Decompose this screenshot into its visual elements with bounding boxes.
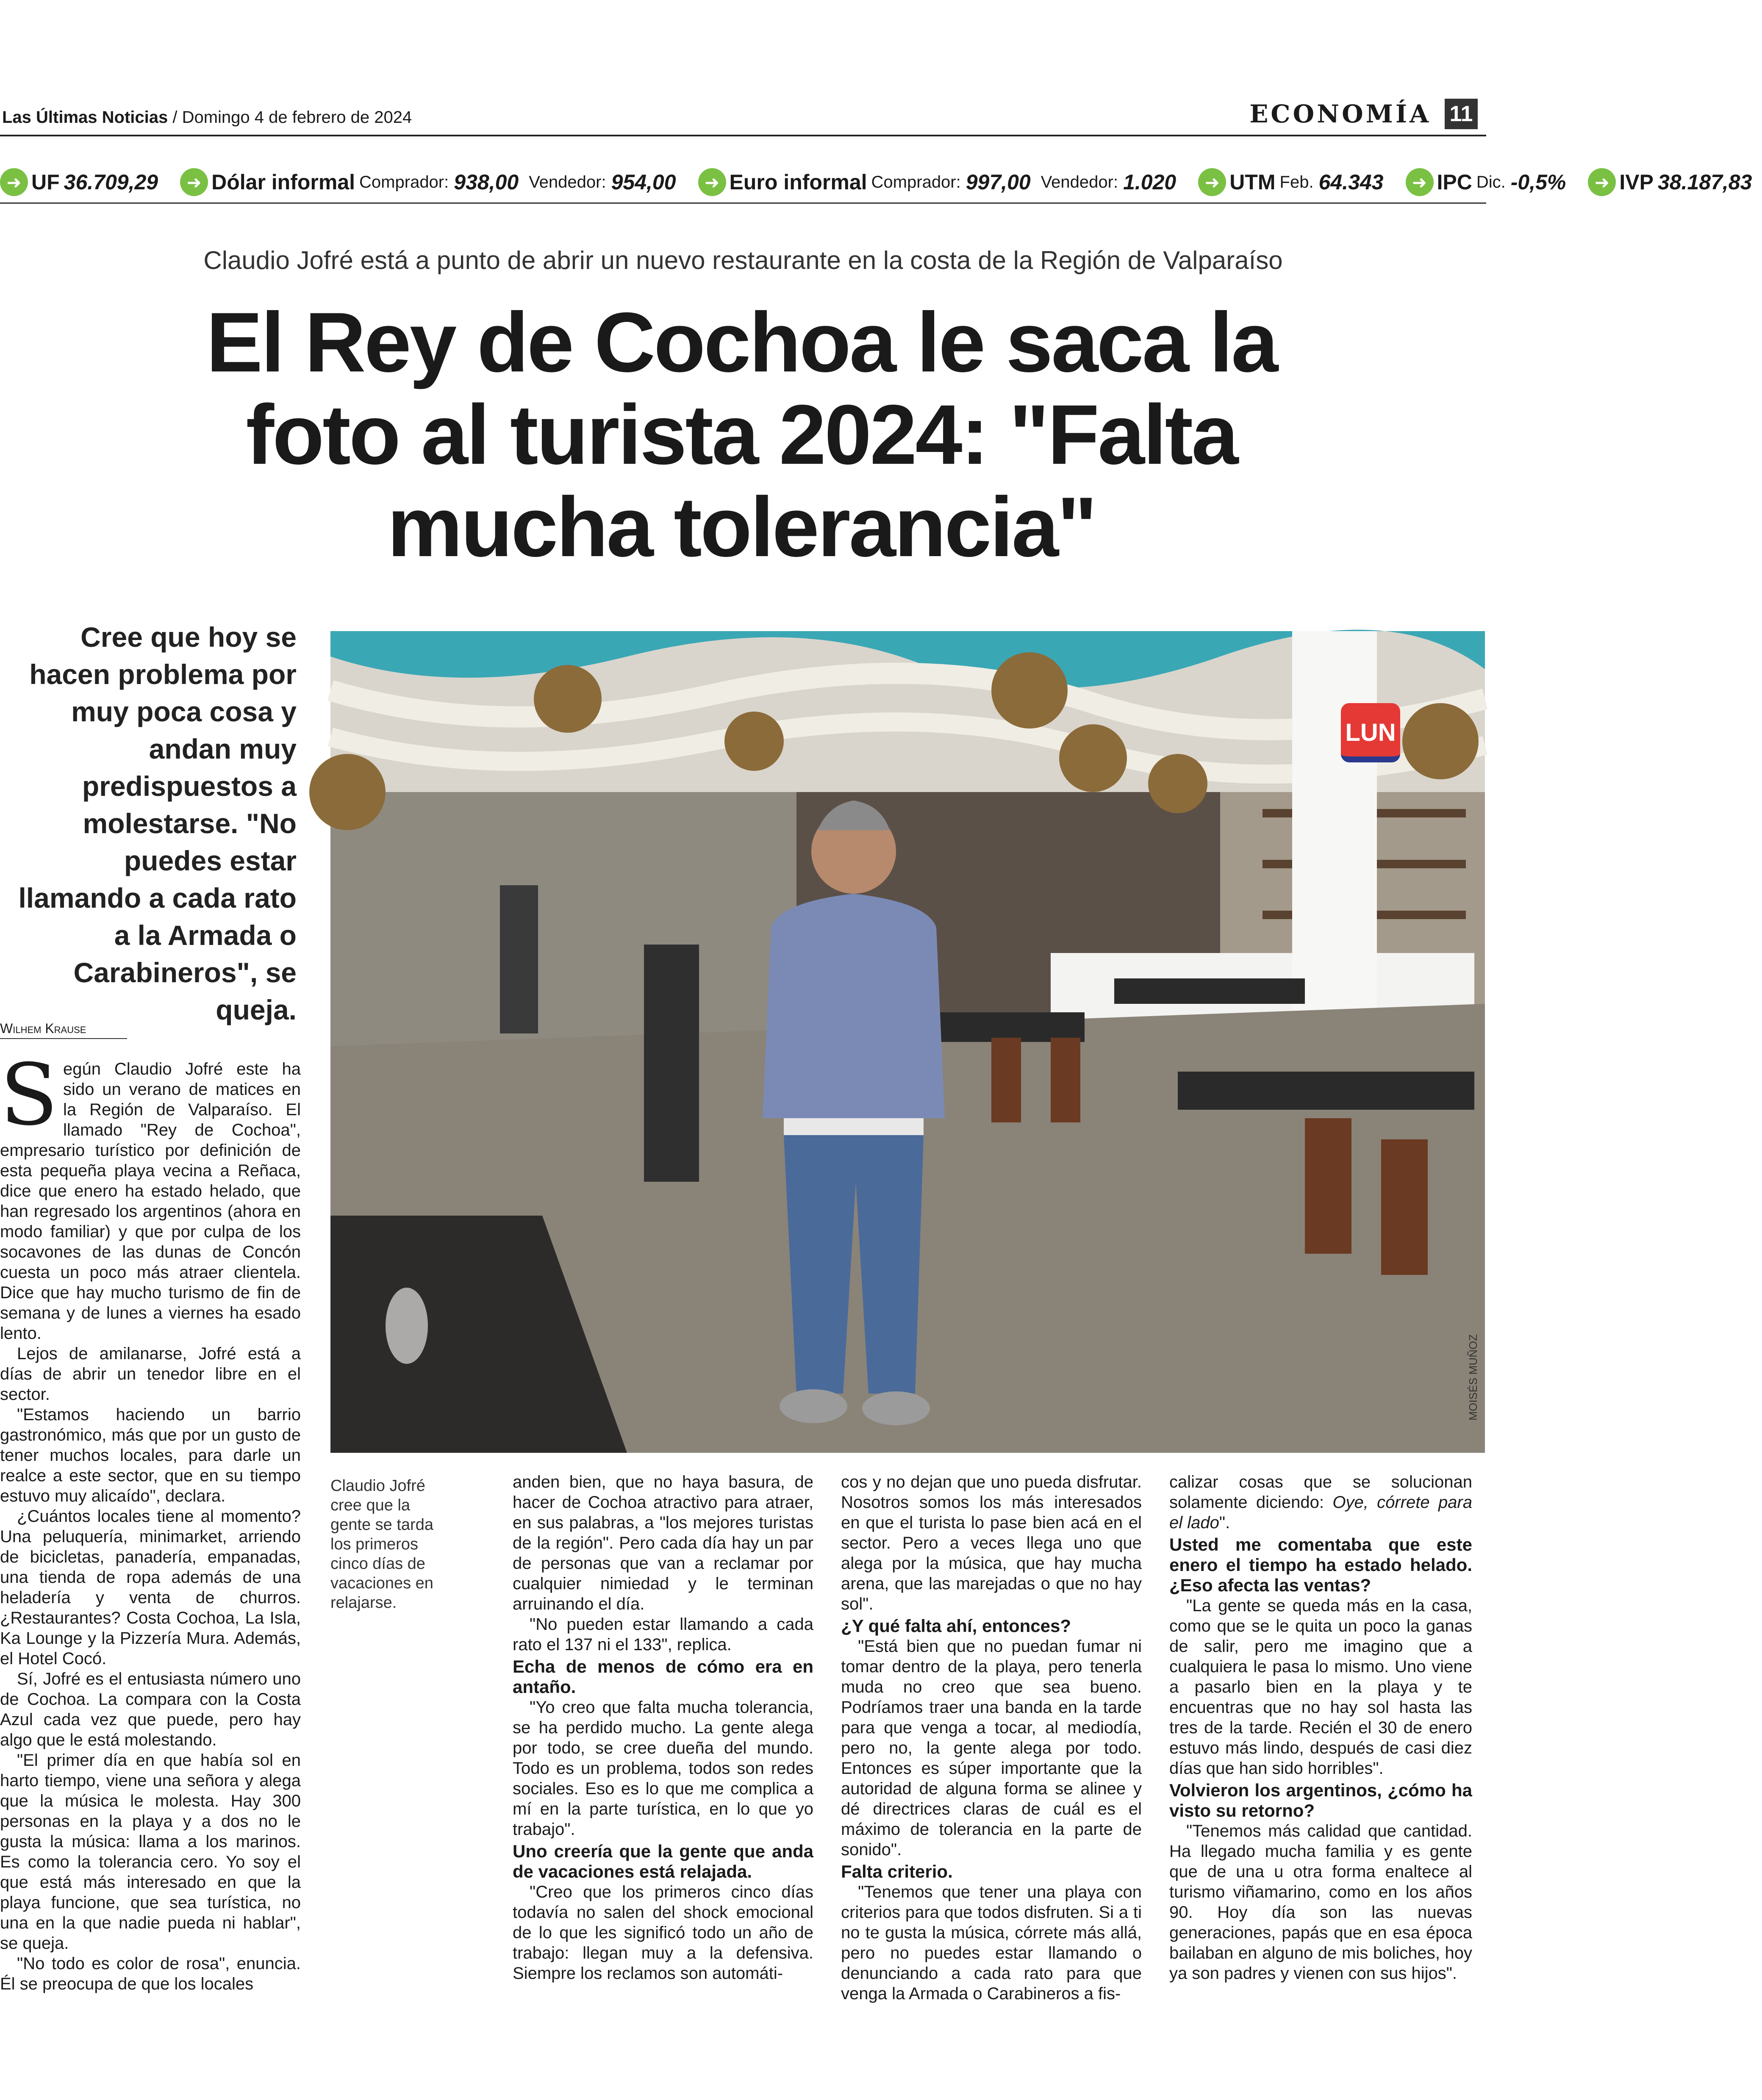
- article-column-2: [513, 1472, 813, 1984]
- paragraph-text: calizar cosas que se solucionan solamente diciendo:: [1169, 1473, 1472, 1512]
- photo-caption: Claudio Jofré cree que la gente se tarda los primeros cinco días de vacaciones en relajarse.: [330, 1477, 433, 1612]
- indicator-name: IVP: [1619, 170, 1654, 194]
- paragraph: "No pueden estar llamando a cada rato el 137 ni el 133", replica.: [513, 1615, 813, 1654]
- arrow-right-icon: ➜: [1406, 168, 1434, 196]
- economic-indicators-bar: [0, 163, 1752, 201]
- indicator-value: 954,00: [611, 170, 676, 194]
- article-photo: [330, 631, 1485, 1453]
- paragraph: "No todo es color de rosa", enuncia. Él se preocupa de que los locales: [0, 1954, 301, 1993]
- paragraph: "Tenemos más calidad que cantidad. Ha llegado mucha familia y es gente que de una u otra forma enaltece al turismo viñamarino, como en los años 90. Hoy día son las nuevas generaciones, papás que en esa época bailaban en alguno de mis boliches, hoy ya son padres y vienen con sus hijos".: [1169, 1822, 1472, 1983]
- indicator-label: Dic.: [1476, 172, 1506, 191]
- paragraph-text: ".: [1219, 1513, 1230, 1532]
- indicator-label: Comprador:: [871, 172, 961, 191]
- photo-credit: MOISÉS MUÑOZ: [1467, 1334, 1479, 1421]
- paragraph: Lejos de amilanarse, Jofré está a días de abrir un tenedor libre en el sector.: [0, 1344, 301, 1404]
- question-heading: Usted me comentaba que este enero el tiempo ha estado helado. ¿Eso afecta las ventas?: [1169, 1535, 1472, 1595]
- article-headline: El Rey de Cochoa le saca la foto al turista 2024: "Falta mucha tolerancia": [206, 295, 1277, 574]
- indicator-ipc: [1406, 168, 1576, 196]
- indicator-value: 997,00: [966, 170, 1031, 194]
- lun-logo: LUN: [1341, 703, 1400, 762]
- indicator-uf: [0, 168, 168, 196]
- article-kicker: Claudio Jofré está a punto de abrir un nuevo restaurante en la costa de la Región de Valparaíso: [203, 246, 1283, 274]
- indicator-name: Euro informal: [729, 170, 867, 194]
- indicator-name: IPC: [1437, 170, 1472, 194]
- indicator-value: 38.187,83: [1657, 170, 1752, 194]
- indicator-label: Vendedor:: [1041, 172, 1118, 191]
- publication-date: / Domingo 4 de febrero de 2024: [168, 108, 412, 127]
- paragraph: Sí, Jofré es el entusiasta número uno de Cochoa. La compara con la Costa Azul cada vez que puede, pero hay algo que le está molestando.: [0, 1670, 301, 1749]
- arrow-right-icon: ➜: [1588, 168, 1616, 196]
- paragraph: anden bien, que no haya basura, de hacer de Cochoa atractivo para atraer, en sus palabras, a "los mejores turistas de la región". Pero cada día hay un par de personas que van a reclamar por cualquier nimiedad y le terminan arruinando el día.: [513, 1473, 813, 1613]
- publication-name: Las Últimas Noticias: [2, 108, 168, 127]
- indicator-label: Vendedor:: [529, 172, 606, 191]
- indicator-name: UF: [31, 170, 60, 194]
- paragraph: "Yo creo que falta mucha tolerancia, se ha perdido mucho. La gente alega por todo, se cree dueña del mundo. Todo es un problema, todos son redes sociales. Eso es lo que me complica a mí en la parte turística, en lo que yo trabajo".: [513, 1698, 813, 1839]
- indicator-utm: [1198, 168, 1393, 196]
- page-number: 11: [1445, 99, 1478, 129]
- question-heading: Echa de menos de cómo era en antaño.: [513, 1657, 813, 1697]
- indicator-euro: [698, 168, 1187, 196]
- indicator-value: -0,5%: [1510, 170, 1566, 194]
- paragraph: "La gente se queda más en la casa, como que se le quita un poco la ganas de salir, pero me imagino que a cualquiera le pasa lo mismo. Uno viene a pasarlo bien en la playa y te encuentras que no hay sol hasta las tres de la tarde. Recién el 30 de enero estuvo más lindo, después de casi diez días que han sido horribles".: [1169, 1596, 1472, 1778]
- header-divider: [0, 135, 1486, 136]
- paragraph-text: egún Claudio Jofré este ha sido un verano de matices en la Región de Valparaíso. El llamado "Rey de Cochoa", empresario turístico por definición de esta pequeña playa vecina a Reñaca, dice que enero ha estado helado, que han regresado los argentinos (ahora en modo familiar) y que por culpa de los socavones de las dunas de Concón cuesta un poco más atraer clientela. Dice que hay mucho turismo de fin de semana y de lunes a viernes ha esado lento.: [0, 1060, 301, 1343]
- ticker-divider: [0, 202, 1486, 204]
- article-deck: Cree que hoy se hacen problema por muy poca cosa y andan muy predispuestos a molestarse. "No puedes estar llamando a cada rato a la Armada o Carabineros", se queja.: [18, 621, 297, 1025]
- article-column-4: [1169, 1472, 1472, 1984]
- paragraph: [1169, 1472, 1472, 1533]
- question-heading: Volvieron los argentinos, ¿cómo ha visto su retorno?: [1169, 1780, 1472, 1820]
- paragraph: ¿Cuántos locales tiene al momento? Una peluquería, minimarket, arriendo de bicicletas, panadería, empanadas, una tienda de ropa además de una heladería y venta de churros. ¿Restaurantes? Costa Cochoa, La Isla, Ka Lounge y la Pizzería Mura. Además, el Hotel Cocó.: [0, 1507, 301, 1668]
- indicator-name: UTM: [1229, 170, 1276, 194]
- indicator-value: 64.343: [1318, 170, 1384, 194]
- paragraph: "Está bien que no puedan fumar ni tomar dentro de la playa, pero tenerla muda no creo que sea bueno. Podríamos traer una banda en la tarde para que venga a tocar, al mediodía, pero no, la gente alega por todo. Entonces es súper importante que la autoridad de alguna forma se alinee y dé directrices claras de cuál es el máximo de tolerancia en la parte de sonido".: [841, 1637, 1142, 1859]
- drop-cap: S: [0, 1046, 58, 1144]
- indicator-label: Feb.: [1279, 172, 1314, 191]
- paragraph: cos y no dejan que uno pueda disfrutar. Nosotros somos los más interesados en que el turista lo pase bien acá en el sector. Pero a veces llega uno que alega por la música, que hay mucha arena, que las marejadas o que no hay sol".: [841, 1473, 1142, 1613]
- paragraph: "Creo que los primeros cinco días todavía no salen del shock emocional de lo que les significó todo un año de trabajo: llegan muy a la defensiva. Siempre los reclamos son automáti-: [513, 1883, 813, 1983]
- paragraph: [0, 1046, 301, 1344]
- indicator-ivp: [1588, 168, 1762, 196]
- indicator-value: 938,00: [454, 170, 519, 194]
- arrow-right-icon: ➜: [1198, 168, 1226, 196]
- section-name: ECONOMÍA: [1249, 100, 1431, 128]
- question-heading: Falta criterio.: [841, 1862, 953, 1881]
- arrow-right-icon: ➜: [698, 168, 726, 196]
- indicator-label: Comprador:: [359, 172, 449, 191]
- arrow-right-icon: ➜: [180, 168, 208, 196]
- indicator-value: 36.709,29: [64, 170, 158, 194]
- article-byline: Wilhem Krause: [0, 1021, 127, 1039]
- article-column-1: [0, 1046, 301, 1994]
- indicator-name: Dólar informal: [211, 170, 355, 194]
- publication-header: [2, 108, 412, 127]
- question-heading: ¿Y qué falta ahí, entonces?: [841, 1616, 1071, 1636]
- indicator-dolar: [180, 168, 686, 196]
- article-column-3: [841, 1472, 1142, 2004]
- paragraph: "Tenemos que tener una playa con criterios para que todos disfruten. Si a ti no te gusta la música, córrete más allá, pero no puedes estar llamando o denunciando a cada rato para que venga la Armada o Carabineros a fis-: [841, 1883, 1142, 2003]
- arrow-right-icon: ➜: [0, 168, 28, 196]
- paragraph: "Estamos haciendo un barrio gastronómico, más que por un gusto de tener muchos locales, para darle un realce a este sector, que en su tiempo estuvo muy alicaído", declara.: [0, 1405, 301, 1505]
- indicator-value: 1.020: [1123, 170, 1177, 194]
- question-heading: Uno creería que la gente que anda de vacaciones está relajada.: [513, 1841, 813, 1881]
- emphasis-text: Oye, córrete para el lado: [1169, 1493, 1472, 1532]
- paragraph: "El primer día en que había sol en harto tiempo, viene una señora y alega que la música le molesta. Hay 300 personas en la playa y a dos no le gusta la música: llama a los marinos. Es como la tolerancia cero. Yo soy el que está más interesado en que la playa funcione, que sea turística, no una en la que nadie pueda ni hablar", se queja.: [0, 1751, 301, 1953]
